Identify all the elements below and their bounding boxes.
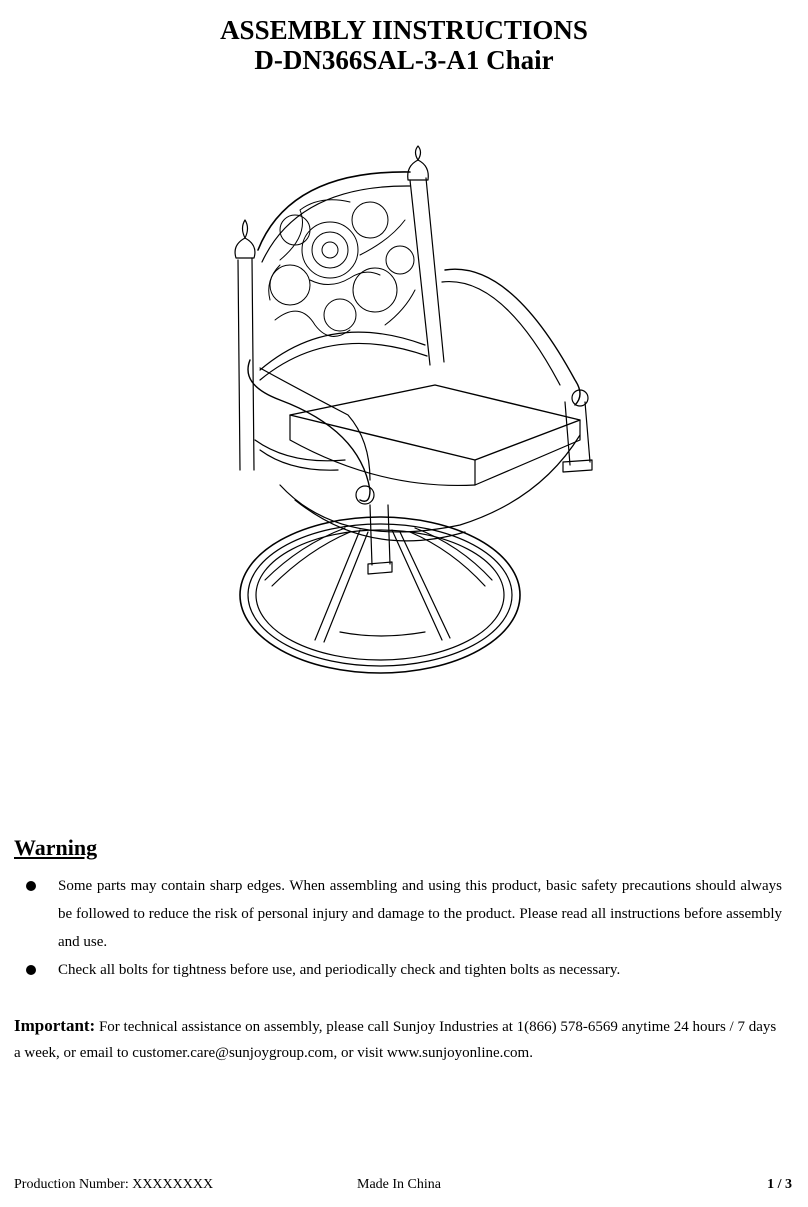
country-of-origin: Made In China [357,1177,441,1192]
important-label: Important: [14,1016,96,1035]
list-item [14,956,782,984]
warning-text: Check all bolts for tightness before use, and periodically check and tighten bolts as necessary. [58,962,621,978]
important-note [14,1013,784,1066]
list-item [14,872,782,956]
bullet-icon [26,881,36,891]
page-number: 1 / 3 [767,1177,792,1192]
warning-heading: Warning [14,835,98,860]
product-model-title: D-DN366SAL-3-A1 Chair [254,45,554,75]
bullet-icon [26,965,36,975]
warning-text: Some parts may contain sharp edges. When assembling and using this product, basic safety precautions should always be followed to reduce the risk of personal injury and damage to the product. Please read all instructions before assembly and use. [58,878,782,950]
warning-list [14,872,782,984]
swivel-chair-illustration [220,140,620,690]
document-title: ASSEMBLY IINSTRUCTIONS [220,15,588,45]
production-number: Production Number: XXXXXXXX [14,1177,214,1192]
important-text: For technical assistance on assembly, please call Sunjoy Industries at 1(866) 578-6569 anytime 24 hours / 7 days a week, or email to customer.care@sunjoygroup.com, or visit www.sunjoyonline.com. [14,1019,777,1061]
